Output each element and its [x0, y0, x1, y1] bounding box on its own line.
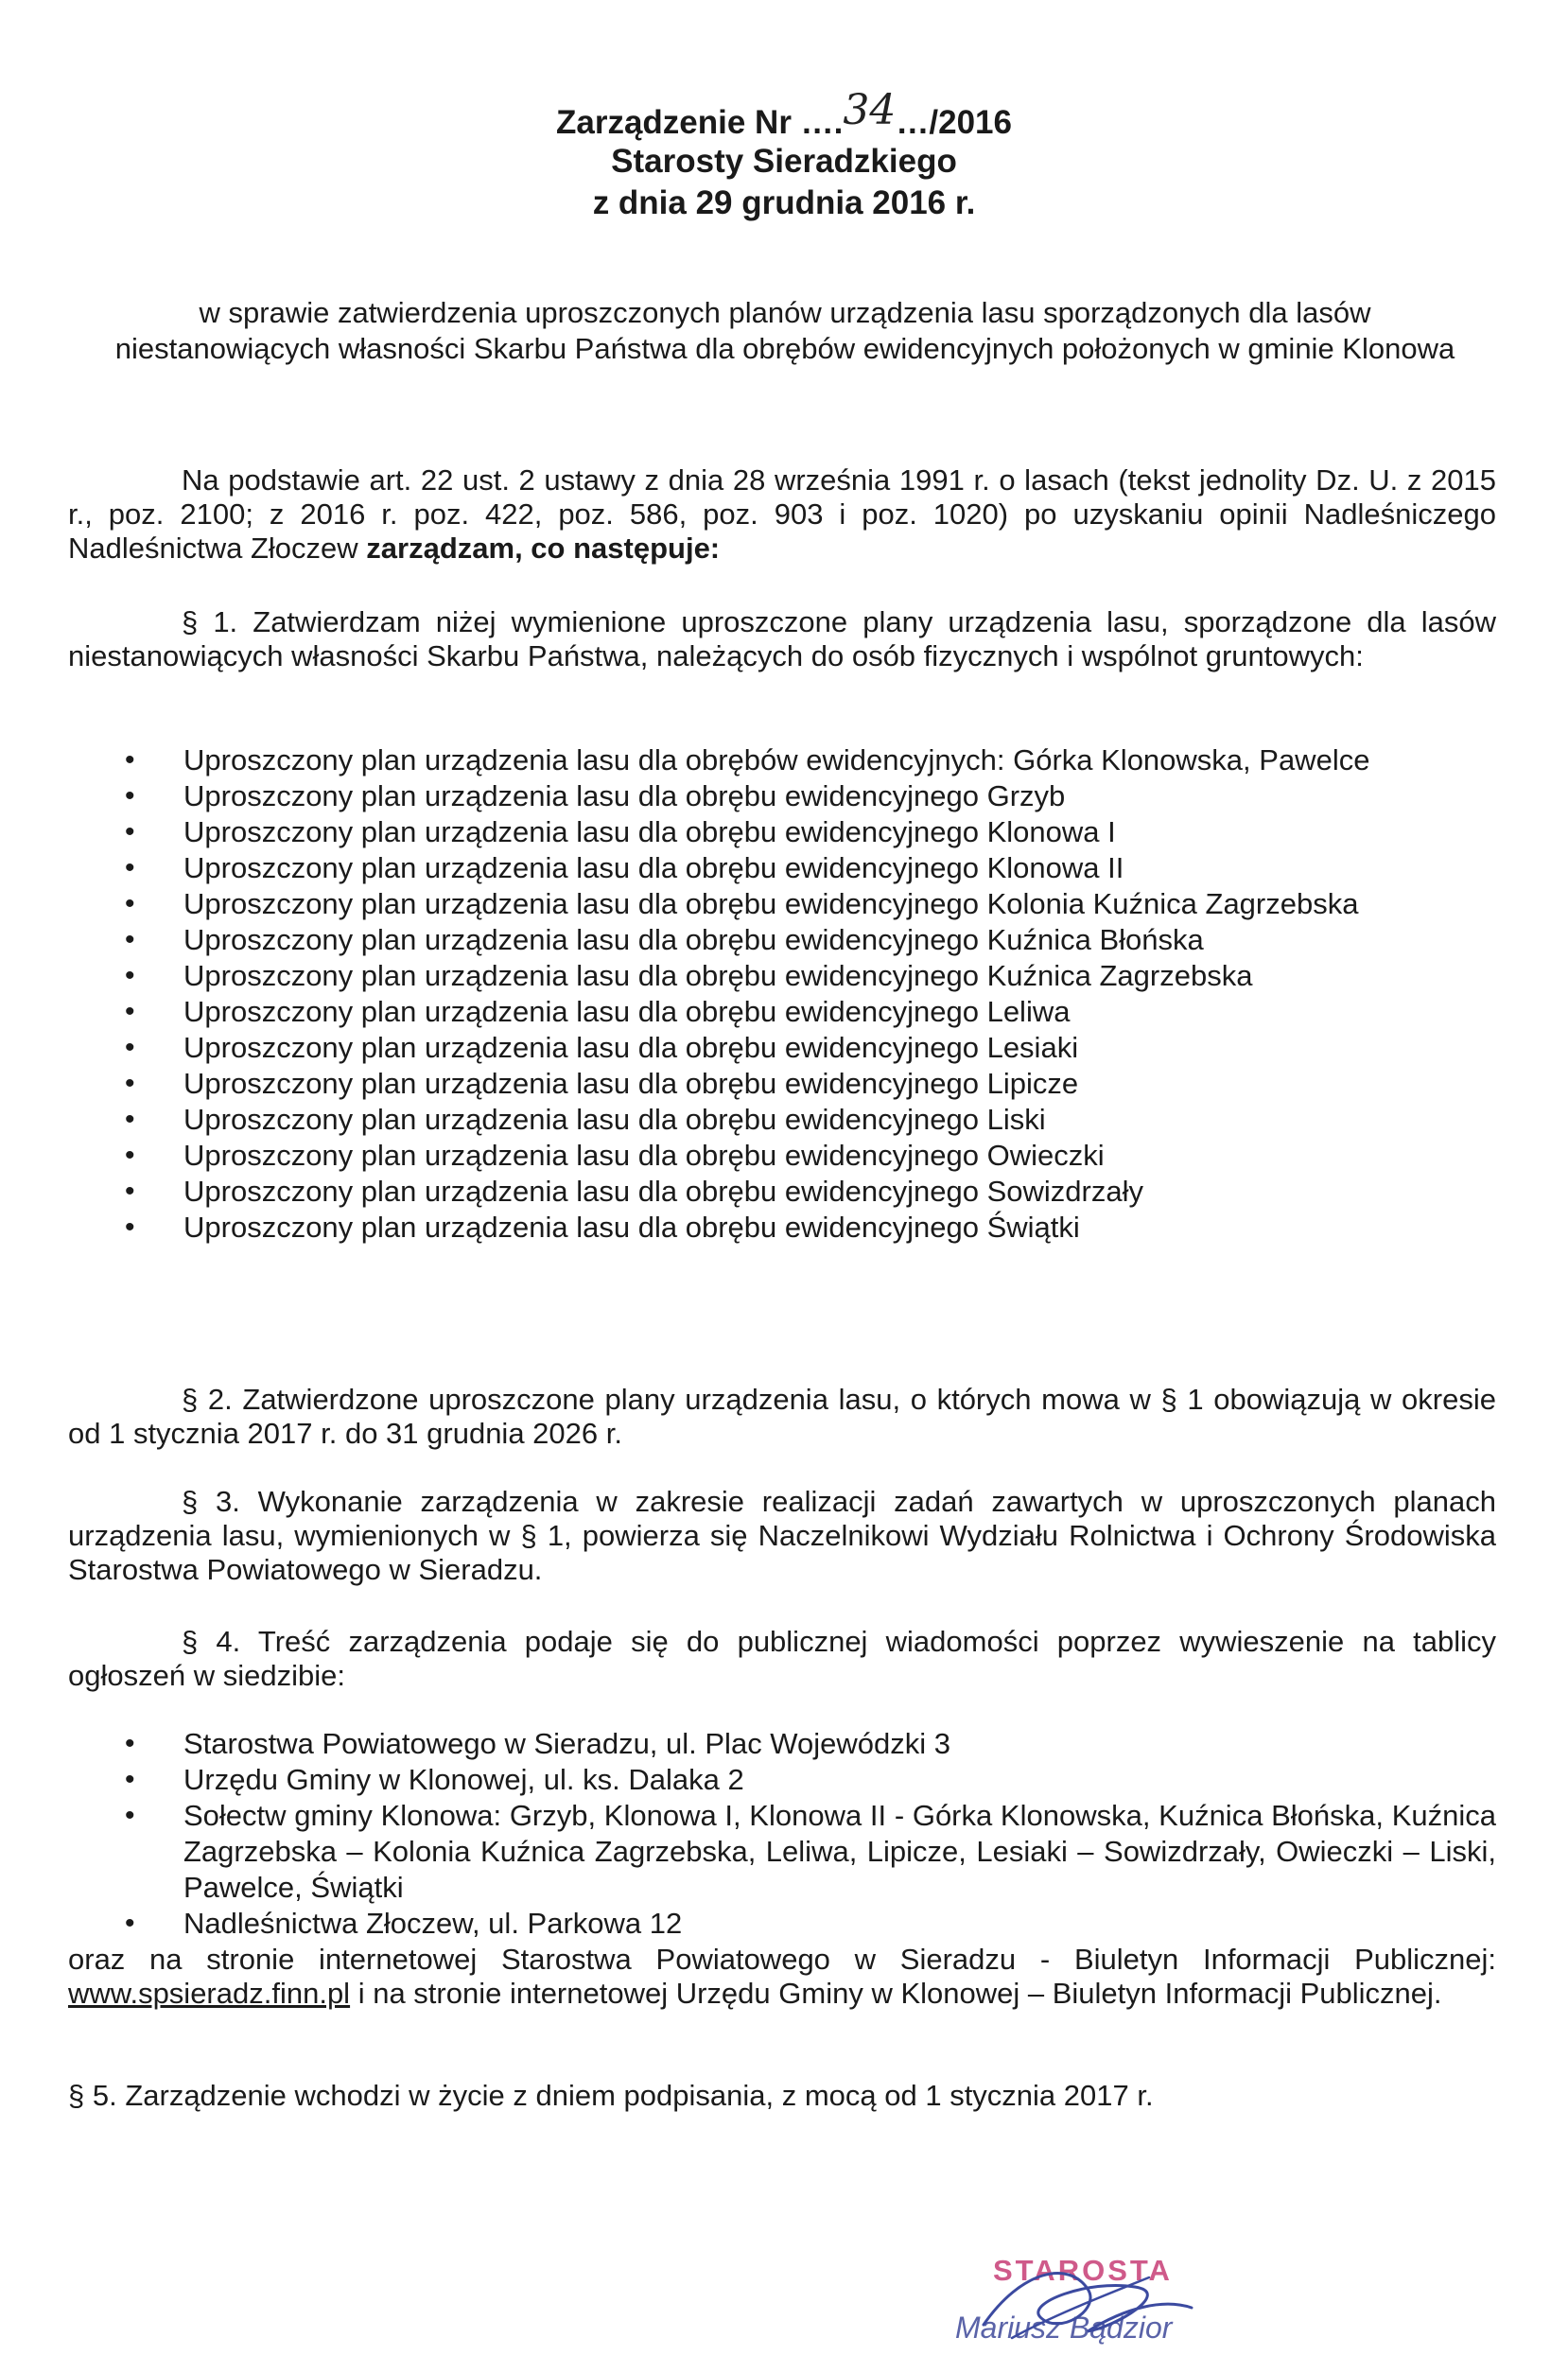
list-item	[68, 1102, 1496, 1138]
list-item	[68, 778, 1496, 814]
section-2-text: § 2. Zatwierdzone uproszczone plany urządzenia lasu, o których mowa w § 1 obowiązują w okresie od 1 stycznia 2017 r. do 31 grudnia 2026 r.	[68, 1383, 1496, 1450]
list-item	[68, 958, 1496, 994]
section-5-text: § 5. Zarządzenie wchodzi w życie z dniem podpisania, z mocą od 1 stycznia 2017 r.	[68, 2079, 1154, 2112]
section-3	[68, 1485, 1496, 1587]
bullet-icon: •	[125, 996, 135, 1027]
list-item-text: Uproszczony plan urządzenia lasu dla obrębu ewidencyjnego Owieczki	[183, 1139, 1105, 1172]
list-item	[68, 1726, 1496, 1762]
signature-scribble-icon	[946, 2251, 1286, 2355]
list-item	[68, 1798, 1496, 1906]
bullet-icon: •	[125, 744, 135, 776]
document-subject: w sprawie zatwierdzenia uproszczonych planów urządzenia lasu sporządzonych dla lasów niestanowiących własności Skarbu Państwa dla obrębów ewidencyjnych położonych w gminie Klonowa	[114, 296, 1455, 365]
list-item	[68, 1210, 1496, 1246]
bullet-icon: •	[125, 1140, 135, 1171]
list-item-text: Uproszczony plan urządzenia lasu dla obrębu ewidencyjnego Świątki	[183, 1211, 1080, 1244]
title-prefix: Zarządzenie Nr ….	[555, 104, 844, 141]
stamp-title: STAROSTA	[993, 2254, 1173, 2287]
bullet-icon: •	[125, 852, 135, 883]
list-item-text: Nadleśnictwa Złoczew, ul. Parkowa 12	[183, 1907, 683, 1940]
bullet-icon: •	[125, 1176, 135, 1207]
section-1-text: § 1. Zatwierdzam niżej wymienione uproszczone plany urządzenia lasu, sporządzone dla lasów niestanowiących własności Skarbu Państwa, należących do osób fizycznych i wspólnot gruntowych:	[68, 605, 1496, 672]
bip-link[interactable]: www.spsieradz.finn.pl	[68, 1977, 351, 2010]
list-item-text: Uproszczony plan urządzenia lasu dla obrębu ewidencyjnego Lesiaki	[183, 1031, 1079, 1064]
bullet-icon: •	[125, 888, 135, 919]
title-suffix: …/2016	[896, 104, 1012, 141]
list-item-text: Uproszczony plan urządzenia lasu dla obrębu ewidencyjnego Kolonia Kuźnica Zagrzebska	[183, 887, 1359, 920]
list-item-text: Uproszczony plan urządzenia lasu dla obrębu ewidencyjnego Kuźnica Błońska	[183, 923, 1204, 956]
bullet-icon: •	[125, 1728, 135, 1759]
list-item	[68, 1174, 1496, 1210]
section-4-list	[68, 1726, 1496, 1942]
legal-basis-bold: zarządzam, co następuje:	[366, 532, 721, 565]
list-item	[68, 922, 1496, 958]
section-4-intro	[68, 1625, 1496, 1693]
bullet-icon: •	[125, 1068, 135, 1099]
section-4-outro-text: oraz na stronie internetowej Starostwa Powiatowego w Sieradzu - Biuletyn Informacji Publicznej:	[68, 1943, 1496, 1976]
list-item	[68, 850, 1496, 886]
legal-basis	[68, 463, 1496, 566]
document-date: z dnia 29 grudnia 2016 r.	[592, 184, 976, 221]
list-item-text: Uproszczony plan urządzenia lasu dla obrębu ewidencyjnego Grzyb	[183, 779, 1066, 812]
section-5	[68, 2079, 1496, 2113]
section-2	[68, 1383, 1496, 1451]
list-item-text: Urzędu Gminy w Klonowej, ul. ks. Dalaka 2	[183, 1763, 744, 1796]
section-1-intro	[68, 605, 1496, 673]
list-item	[68, 994, 1496, 1030]
list-item	[68, 1066, 1496, 1102]
list-item-text: Uproszczony plan urządzenia lasu dla obrębu ewidencyjnego Kuźnica Zagrzebska	[183, 959, 1253, 992]
bullet-icon: •	[125, 816, 135, 847]
list-item-text: Uproszczony plan urządzenia lasu dla obrębów ewidencyjnych: Górka Klonowska, Pawelce	[183, 743, 1370, 776]
list-item	[68, 1030, 1496, 1066]
bullet-icon: •	[125, 780, 135, 811]
list-item-text: Starostwa Powiatowego w Sieradzu, ul. Plac Wojewódzki 3	[183, 1727, 950, 1760]
bullet-icon: •	[125, 1212, 135, 1243]
bullet-icon: •	[125, 960, 135, 991]
legal-basis-text: Na podstawie art. 22 ust. 2 ustawy z dnia 28 września 1991 r. o lasach (tekst jednolity Dz. U. z 2015 r., poz. 2100; z 2016 r. poz. 422, poz. 586, poz. 903 i poz. 1020) po uzyskaniu opinii Nadleśniczego Nadleśnictwa Złoczew	[68, 463, 1496, 565]
section-1-list	[68, 742, 1496, 1246]
section-3-text: § 3. Wykonanie zarządzenia w zakresie realizacji zadań zawartych w uproszczonych planach urządzenia lasu, wymienionych w § 1, powierza się Naczelnikowi Wydziału Rolnictwa i Ochrony Środowiska Starostwa Powiatowego w Sieradzu.	[68, 1485, 1496, 1586]
bullet-icon: •	[125, 1908, 135, 1939]
list-item-text: Uproszczony plan urządzenia lasu dla obrębu ewidencyjnego Liski	[183, 1103, 1046, 1136]
document-title	[0, 86, 1568, 144]
issuing-authority: Starosty Sieradzkiego	[611, 143, 957, 180]
list-item	[68, 742, 1496, 778]
stamp-name: Mariusz Bądzior	[955, 2311, 1173, 2345]
section-4-outro	[68, 1943, 1496, 2011]
list-item-text: Uproszczony plan urządzenia lasu dla obrębu ewidencyjnego Klonowa II	[183, 851, 1124, 884]
bullet-icon: •	[125, 1800, 135, 1831]
handwritten-number: 34	[843, 86, 897, 134]
section-4-outro-text-2: i na stronie internetowej Urzędu Gminy w Klonowej – Biuletyn Informacji Publicznej.	[357, 1977, 1442, 2010]
list-item-text: Uproszczony plan urządzenia lasu dla obrębu ewidencyjnego Leliwa	[183, 995, 1071, 1028]
bullet-icon: •	[125, 1764, 135, 1795]
list-item	[68, 1762, 1496, 1798]
list-item-text: Uproszczony plan urządzenia lasu dla obrębu ewidencyjnego Klonowa I	[183, 815, 1116, 848]
list-item	[68, 1906, 1496, 1942]
bullet-icon: •	[125, 924, 135, 955]
list-item-text: Uproszczony plan urządzenia lasu dla obrębu ewidencyjnego Lipicze	[183, 1067, 1079, 1100]
list-item	[68, 814, 1496, 850]
list-item-text: Uproszczony plan urządzenia lasu dla obrębu ewidencyjnego Sowizdrzały	[183, 1175, 1143, 1208]
bullet-icon: •	[125, 1032, 135, 1063]
list-item	[68, 886, 1496, 922]
list-item-text: Sołectw gminy Klonowa: Grzyb, Klonowa I, Klonowa II - Górka Klonowska, Kuźnica Błońska, Kuźnica Zagrzebska – Kolonia Kuźnica Zagrzebska, Leliwa, Lipicze, Lesiaki – Sowizdrzały, Owieczki – Liski, Pawelce, Świątki	[183, 1799, 1496, 1904]
bullet-icon: •	[125, 1104, 135, 1135]
list-item	[68, 1138, 1496, 1174]
section-4-text: § 4. Treść zarządzenia podaje się do publicznej wiadomości poprzez wywieszenie na tablicy ogłoszeń w siedzibie:	[68, 1625, 1496, 1692]
